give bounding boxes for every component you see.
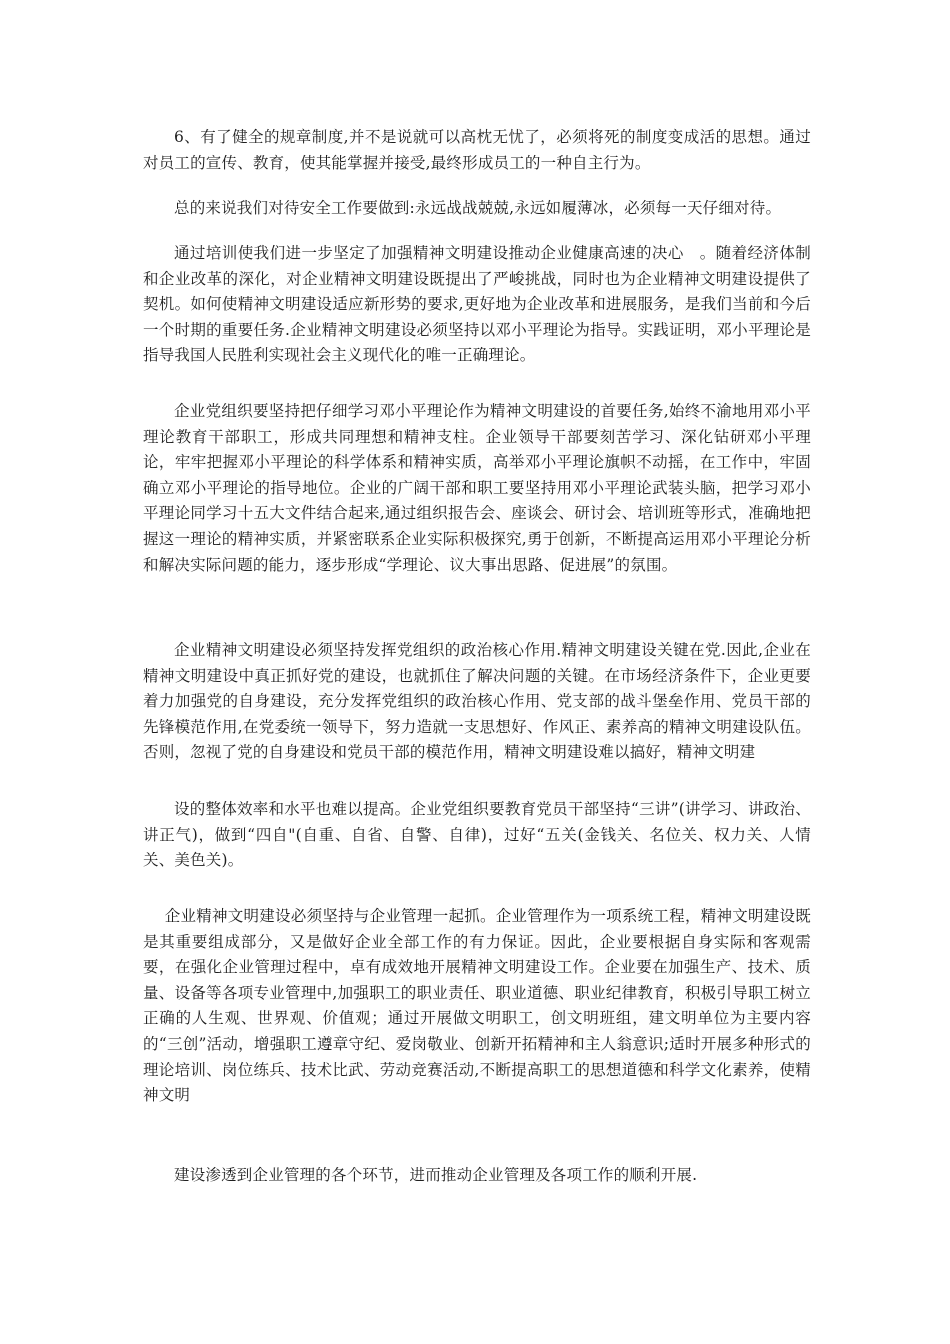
paragraph-safety-summary: 总的来说我们对待安全工作要做到:永远战战兢兢,永远如履薄冰，必须每一天仔细对待。: [174, 199, 782, 217]
paragraph-party-core-role: 企业精神文明建设必须坚持发挥党组织的政治核心作用.精神文明建设关键在党.因此,企业在精神文明建设中真正抓好党的建设，也就抓住了解决问题的关键。在市场经济条件下，企业更要着力加强党的自身建设，充分发挥党组织的政治核心作用、党支部的战斗堡垒作用、党员干部的先锋模范作用,在党委统一领导下，努力造就一支思想好、作风正、素养高的精神文明建设队伍。否则，忽视了党的自身建设和党员干部的模范作用，精神文明建设难以搞好，精神文明建: [143, 641, 811, 762]
paragraph-training: 通过培训使我们进一步坚定了加强精神文明建设推动企业健康高速的决心 。随着经济体制和企业改革的深化，对企业精神文明建设既提出了严峻挑战，同时也为企业精神文明建设提供了契机。如何使精神文明建设适应新形势的要求,更好地为企业改革和进展服务，是我们当前和今后一个时期的重要任务.企业精神文明建设必须坚持以邓小平理论为指导。实践证明，邓小平理论是指导我国人民胜利实现社会主义现代化的唯一正确理论。: [143, 244, 811, 365]
paragraph-party-study: 企业党组织要坚持把仔细学习邓小平理论作为精神文明建设的首要任务,始终不渝地用邓小平理论教育干部职工，形成共同理想和精神支柱。企业领导干部要刻苦学习、深化钻研邓小平理论，牢牢把握邓小平理论的科学体系和精神实质，高举邓小平理论旗帜不动摇，在工作中，牢固确立邓小平理论的指导地位。企业的广阔干部和职工要坚持用邓小平理论武装头脑，把学习邓小平理论同学习十五大文件结合起来,通过组织报告会、座谈会、研讨会、培训班等形式，准确地把握这一理论的精神实质，并紧密联系企业实际积极探究,勇于创新，不断提高运用邓小平理论分析和解决实际问题的能力，逐步形成“学理论、议大事出思路、促进展”的氛围。: [143, 402, 811, 574]
paragraph-management: 企业精神文明建设必须坚持与企业管理一起抓。企业管理作为一项系统工程，精神文明建设既是其重要组成部分，又是做好企业全部工作的有力保证。因此，企业要根据自身实际和客观需要，在强化企业管理过程中，卓有成效地开展精神文明建设工作。企业要在加强生产、技术、质量、设备等各项专业管理中,加强职工的职业责任、职业道德、职业纪律教育，积极引导职工树立正确的人生观、世界观、价值观；通过开展做文明职工，创文明班组，建文明单位为主要内容的“三创”活动，增强职工遵章守纪、爱岗敬业、创新开拓精神和主人翁意识;适时开展多种形式的理论培训、岗位练兵、技术比武、劳动竞赛活动,不断提高职工的思想道德和科学文化素养，使精神文明: [143, 907, 811, 1105]
paragraph-party-efficiency: 设的整体效率和水平也难以提高。企业党组织要教育党员干部坚持“三讲”(讲学习、讲政治、讲正气)，做到“四自"(自重、自省、自警、自律)，过好“五关(金钱关、名位关、权力关、人情关、美色关)。: [143, 800, 811, 870]
paragraph-regulations: 6、有了健全的规章制度,并不是说就可以高枕无忧了，必须将死的制度变成活的思想。通过对员工的宣传、教育，使其能掌握并接受,最终形成员工的一种自主行为。: [143, 128, 811, 172]
paragraph-management-conclusion: 建设渗透到企业管理的各个环节，进而推动企业管理及各项工作的顺利开展.: [174, 1166, 698, 1184]
